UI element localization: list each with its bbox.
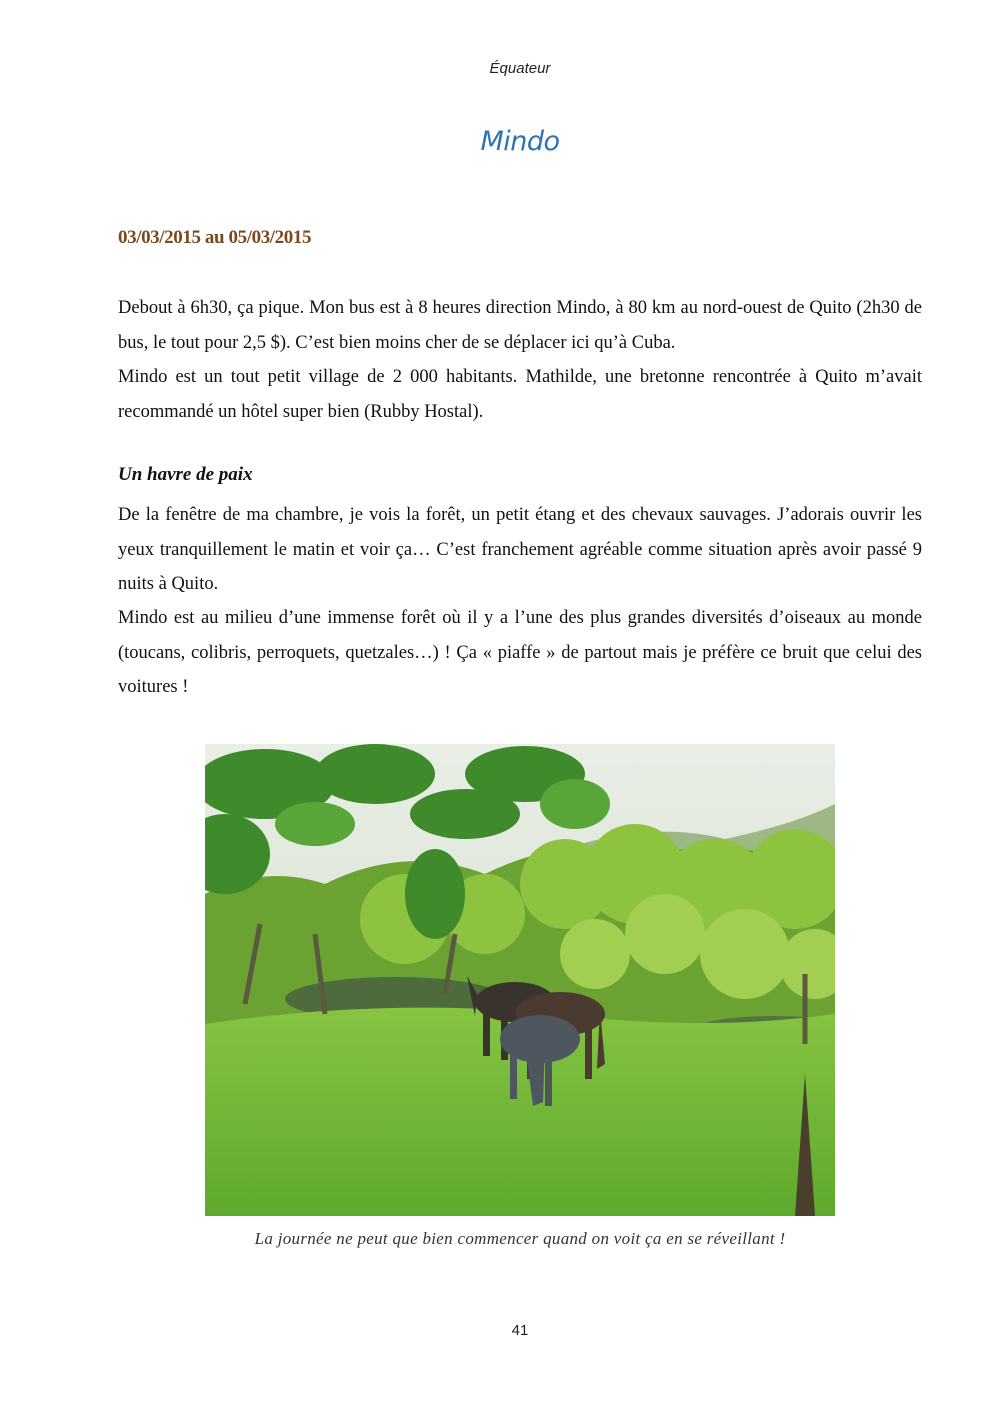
- horses-photo: [205, 744, 835, 1216]
- paragraph-birds: Mindo est au milieu d’une immense forêt où il y a l’une des plus grandes diversités d’oiseaux au monde (toucans, colibris, perroquets, quetzales…) ! Ça « piaffe » de partout mais je préfère ce bruit que celui des voitures !: [118, 608, 922, 697]
- date-range: 03/03/2015 au 05/03/2015: [118, 227, 312, 248]
- running-header: Équateur: [489, 60, 551, 77]
- paragraph-window-view: De la fenêtre de ma chambre, je vois la forêt, un petit étang et des chevaux sauvages. J’adorais ouvrir les yeux tranquillement le matin et voir ça… C’est franchement agréable comme situation après avoir passé 9 nuits à Quito.: [118, 505, 922, 594]
- paragraph-bus-trip: Debout à 6h30, ça pique. Mon bus est à 8 heures direction Mindo, à 80 km au nord-ouest de Quito (2h30 de bus, le tout pour 2,5 $). C’est bien moins cher de se déplacer ici qu’à Cuba.: [118, 298, 922, 353]
- photo-caption: La journée ne peut que bien commencer quand on voit ça en se réveillant !: [254, 1229, 786, 1248]
- paragraph-village: Mindo est un tout petit village de 2 000 habitants. Mathilde, une bretonne rencontrée à Quito m’avait recommandé un hôtel super bien (Rubby Hostal).: [118, 367, 922, 422]
- horses-photo-illustration: [205, 744, 835, 1216]
- page-title: Mindo: [480, 126, 560, 157]
- page-number: 41: [511, 1322, 529, 1339]
- section-subheading: Un havre de paix: [118, 464, 253, 485]
